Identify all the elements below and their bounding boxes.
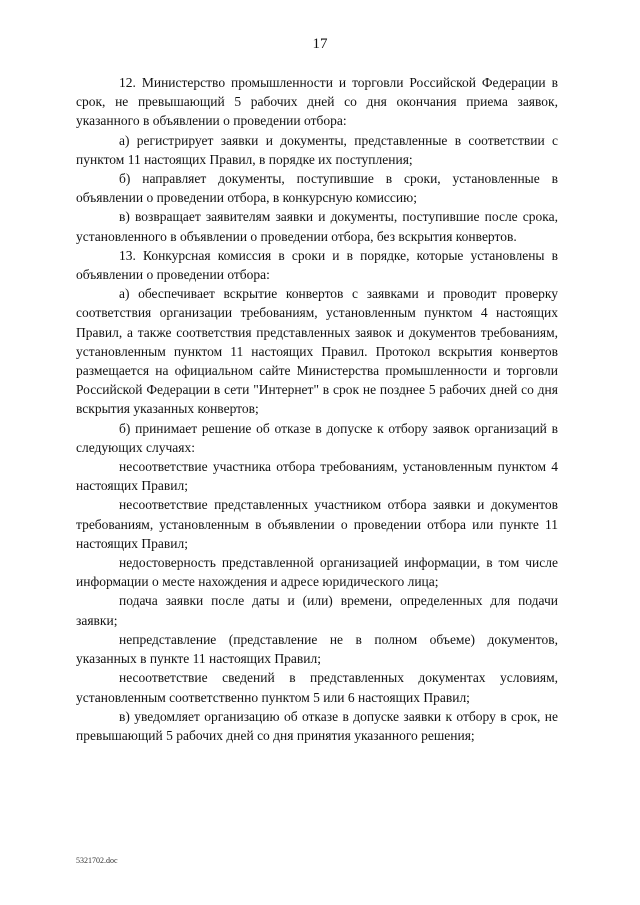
document-body (76, 73, 558, 745)
paragraph-12-v: в) возвращает заявителям заявки и документы, поступившие после срока, установленного в объявлении о проведении отбора, без вскрытия конвертов. (76, 209, 558, 244)
rejection-reason: несоответствие сведений в представленных документах условиям, установленным соответственно пунктом 5 или 6 настоящих Правил; (76, 670, 558, 705)
rejection-reason: несоответствие представленных участником отбора заявки и документов требованиям, установленным в объявлении о проведении отбора или пункте 11 настоящих Правил; (76, 497, 558, 551)
paragraph-13-b: б) принимает решение об отказе в допуске к отбору заявок организаций в следующих случаях: (76, 420, 558, 455)
page-number: 17 (312, 36, 328, 52)
paragraph-12: 12. Министерство промышленности и торговли Российской Федерации в срок, не превышающий 5 рабочих дней со дня окончания приема заявок, указанного в объявлении о проведении отбора: (76, 75, 558, 129)
paragraph-12-b: б) направляет документы, поступившие в сроки, установленные в объявлении о проведении отбора, в конкурсную комиссию; (76, 171, 558, 206)
paragraph-12-a: а) регистрирует заявки и документы, представленные в соответствии с пунктом 11 настоящих Правил, в порядке их поступления; (76, 132, 558, 167)
footer-filename: 5321702.doc (76, 856, 118, 865)
paragraph-13-a: а) обеспечивает вскрытие конвертов с заявками и проводит проверку соответствия организации требованиям, установленным пунктом 4 настоящих Правил, а также соответствия представленных заявок и документов требованиям, установленным пунктом 11 настоящих Правил. Протокол вскрытия конвертов размещается на официальном сайте Министерства промышленности и торговли Российской Федерации в сети "Интернет" в срок не позднее 5 рабочих дней со дня вскрытия указанных конвертов; (76, 286, 558, 417)
paragraph-13: 13. Конкурсная комиссия в сроки и в порядке, которые установлены в объявлении о проведении отбора: (76, 247, 558, 283)
paragraph-13-v: в) уведомляет организацию об отказе в допуске заявки к отбору в срок, не превышающий 5 рабочих дней со дня принятия указанного решения; (76, 708, 558, 743)
rejection-reason: подача заявки после даты и (или) времени, определенных для подачи заявки; (76, 593, 558, 628)
rejection-reason: недостоверность представленной организацией информации, в том числе информации о месте нахождения и адресе юридического лица; (76, 555, 558, 590)
rejection-reason: непредставление (представление не в полном объеме) документов, указанных в пункте 11 настоящих Правил; (76, 631, 558, 667)
rejection-reason: несоответствие участника отбора требованиям, установленным пунктом 4 настоящих Правил; (76, 459, 558, 494)
